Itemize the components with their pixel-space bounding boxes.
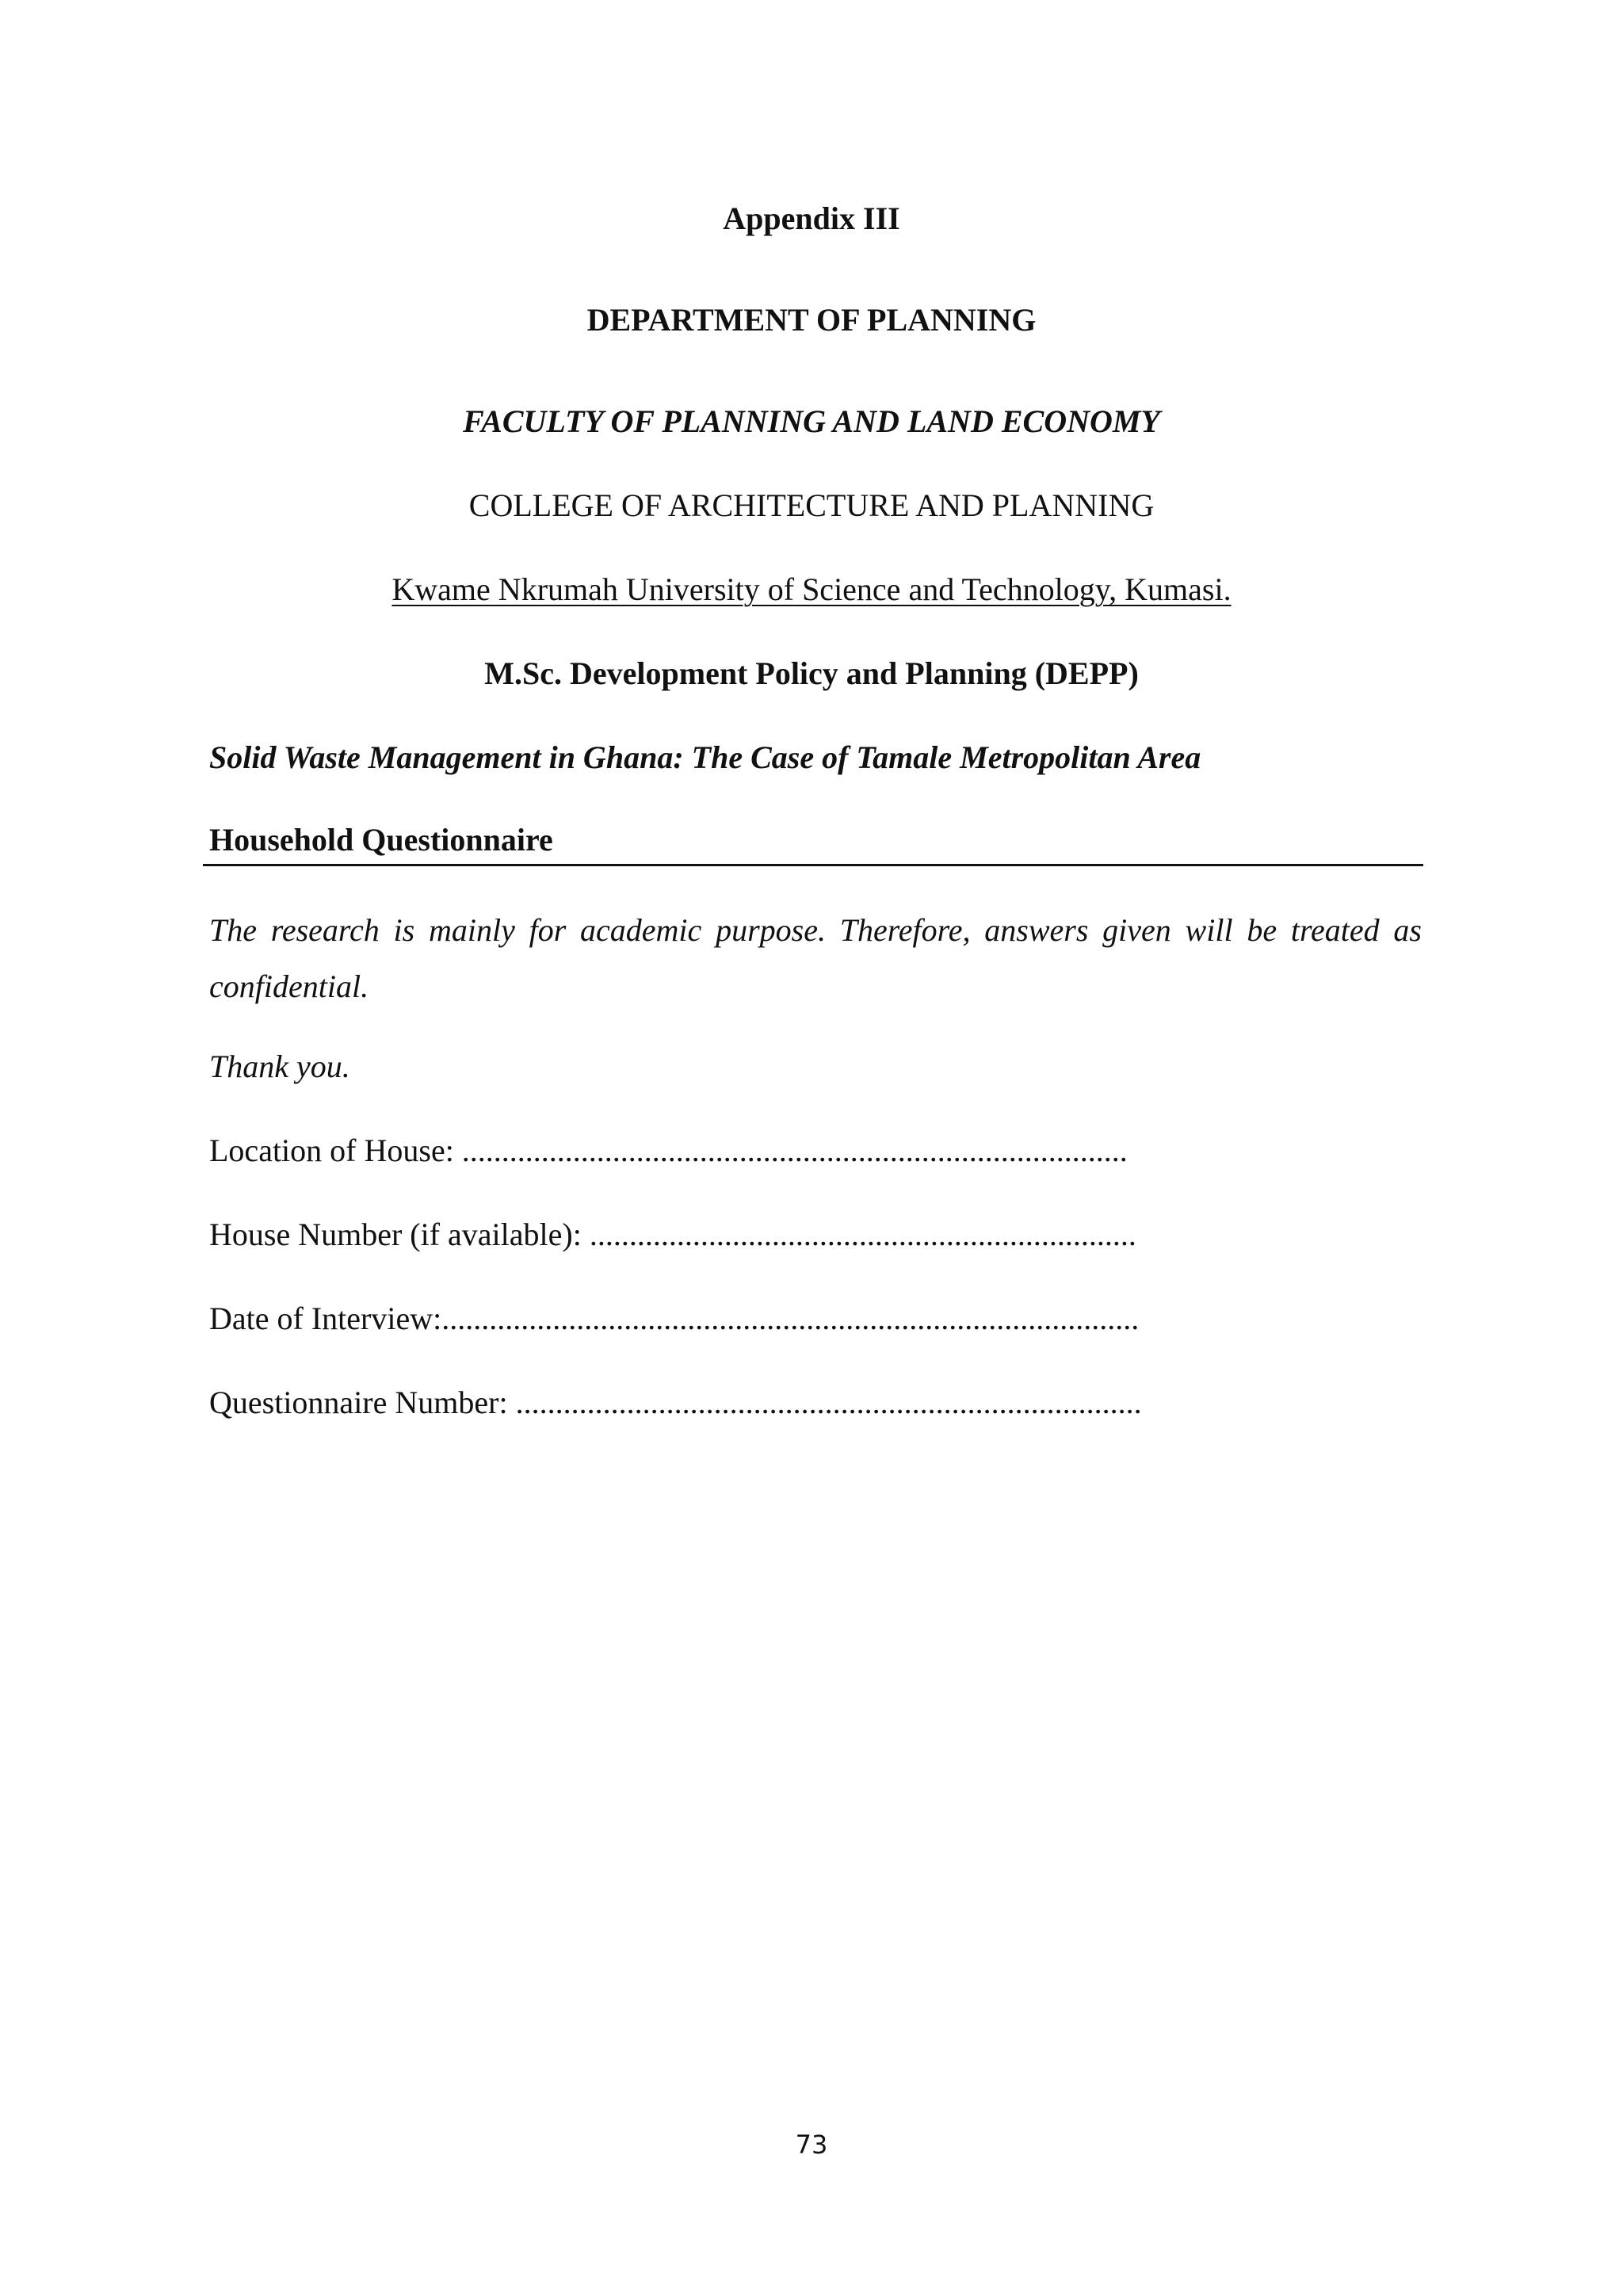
university-name [0, 571, 1623, 607]
field-location-of-house: Location of House: .................................................................................... [209, 1133, 1128, 1168]
programme-heading: M.Sc. Development Policy and Planning (DEPP) [484, 655, 1139, 691]
page-number: 73 [795, 2130, 828, 2160]
department-heading: DEPARTMENT OF PLANNING [586, 302, 1037, 338]
section-heading [203, 816, 1423, 866]
section-heading-text: Household Questionnaire [209, 822, 553, 858]
appendix-heading: Appendix III [723, 201, 900, 236]
study-title: Solid Waste Management in Ghana: The Case of Tamale Metropolitan Area [209, 739, 1201, 775]
thanks-text: Thank you. [209, 1049, 350, 1084]
field-date-of-interview: Date of Interview:........................................................................................ [209, 1301, 1140, 1336]
field-house-number: House Number (if available): ..................................................................... [209, 1217, 1136, 1252]
faculty-heading: FACULTY OF PLANNING AND LAND ECONOMY [463, 403, 1160, 439]
intro-paragraph: The research is mainly for academic purpose. Therefore, answers given will be treated as confidential. [209, 912, 1422, 1004]
college-heading: COLLEGE OF ARCHITECTURE AND PLANNING [468, 487, 1155, 523]
field-questionnaire-number: Questionnaire Number: ............................................................................... [209, 1385, 1142, 1420]
university-name-text: Kwame Nkrumah University of Science and Technology, Kumasi. [391, 571, 1232, 607]
